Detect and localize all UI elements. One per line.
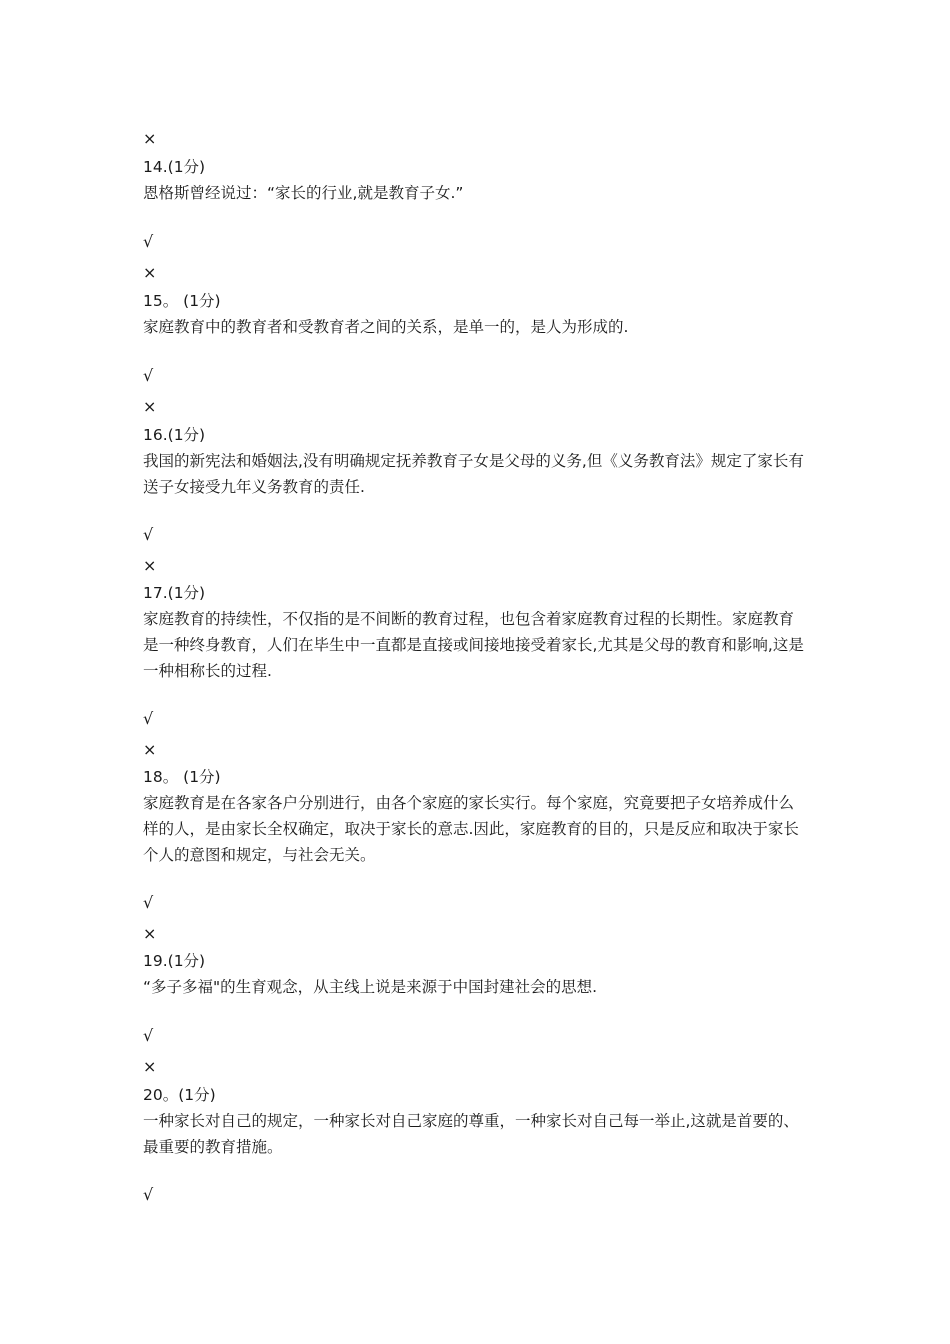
question-14-option-true[interactable]: √ (143, 232, 154, 251)
question-14-option-false[interactable]: × (143, 263, 157, 282)
question-20-header: 20。(1分) (143, 1086, 216, 1104)
question-19-option-false[interactable]: × (143, 1057, 157, 1076)
question-14-text: 恩格斯曾经说过：“家长的行业,就是教育子女.” (143, 184, 464, 202)
question-16-option-true[interactable]: √ (143, 525, 154, 544)
question-18-option-false[interactable]: × (143, 924, 157, 943)
question-17-option-true[interactable]: √ (143, 709, 154, 728)
question-17-text: 家庭教育的持续性，不仅指的是不间断的教育过程，也包含着家庭教育过程的长期性。家庭教育是一种终身教育，人们在毕生中一直都是直接或间接地接受着家长,尤其是父母的教育和影响,这是一种相称长的过程. (143, 610, 804, 680)
question-18-header: 18。 (1分) (143, 768, 221, 786)
question-20-option-true[interactable]: √ (143, 1185, 154, 1204)
question-15-header: 15。 (1分) (143, 292, 221, 310)
question-15-text: 家庭教育中的教育者和受教育者之间的关系，是单一的，是人为形成的. (143, 318, 629, 336)
question-19-header: 19.(1分) (143, 952, 206, 970)
question-14-header: 14.(1分) (143, 158, 206, 176)
question-17-option-false[interactable]: × (143, 740, 157, 759)
question-17-header: 17.(1分) (143, 584, 206, 602)
question-19-option-true[interactable]: √ (143, 1026, 154, 1045)
question-16-header: 16.(1分) (143, 426, 206, 444)
question-19-text: “多子多福"的生育观念，从主线上说是来源于中国封建社会的思想. (143, 978, 598, 996)
question-15-option-true[interactable]: √ (143, 366, 154, 385)
question-16-option-false[interactable]: × (143, 556, 157, 575)
question-18-option-true[interactable]: √ (143, 893, 154, 912)
question-15-option-false[interactable]: × (143, 397, 157, 416)
question-16-text: 我国的新宪法和婚姻法,没有明确规定抚养教育子女是父母的义务,但《义务教育法》规定了家长有送子女接受九年义务教育的责任. (143, 452, 804, 496)
question-18-text: 家庭教育是在各家各户分别进行，由各个家庭的家长实行。每个家庭，究竟要把子女培养成什么样的人，是由家长全权确定，取决于家长的意志.因此，家庭教育的目的，只是反应和取决于家长个人的意图和规定，与社会无关。 (143, 794, 799, 864)
option-false[interactable]: × (143, 129, 157, 148)
question-20-text: 一种家长对自己的规定，一种家长对自己家庭的尊重，一种家长对自己每一举止,这就是首要的、最重要的教育措施。 (143, 1112, 799, 1156)
